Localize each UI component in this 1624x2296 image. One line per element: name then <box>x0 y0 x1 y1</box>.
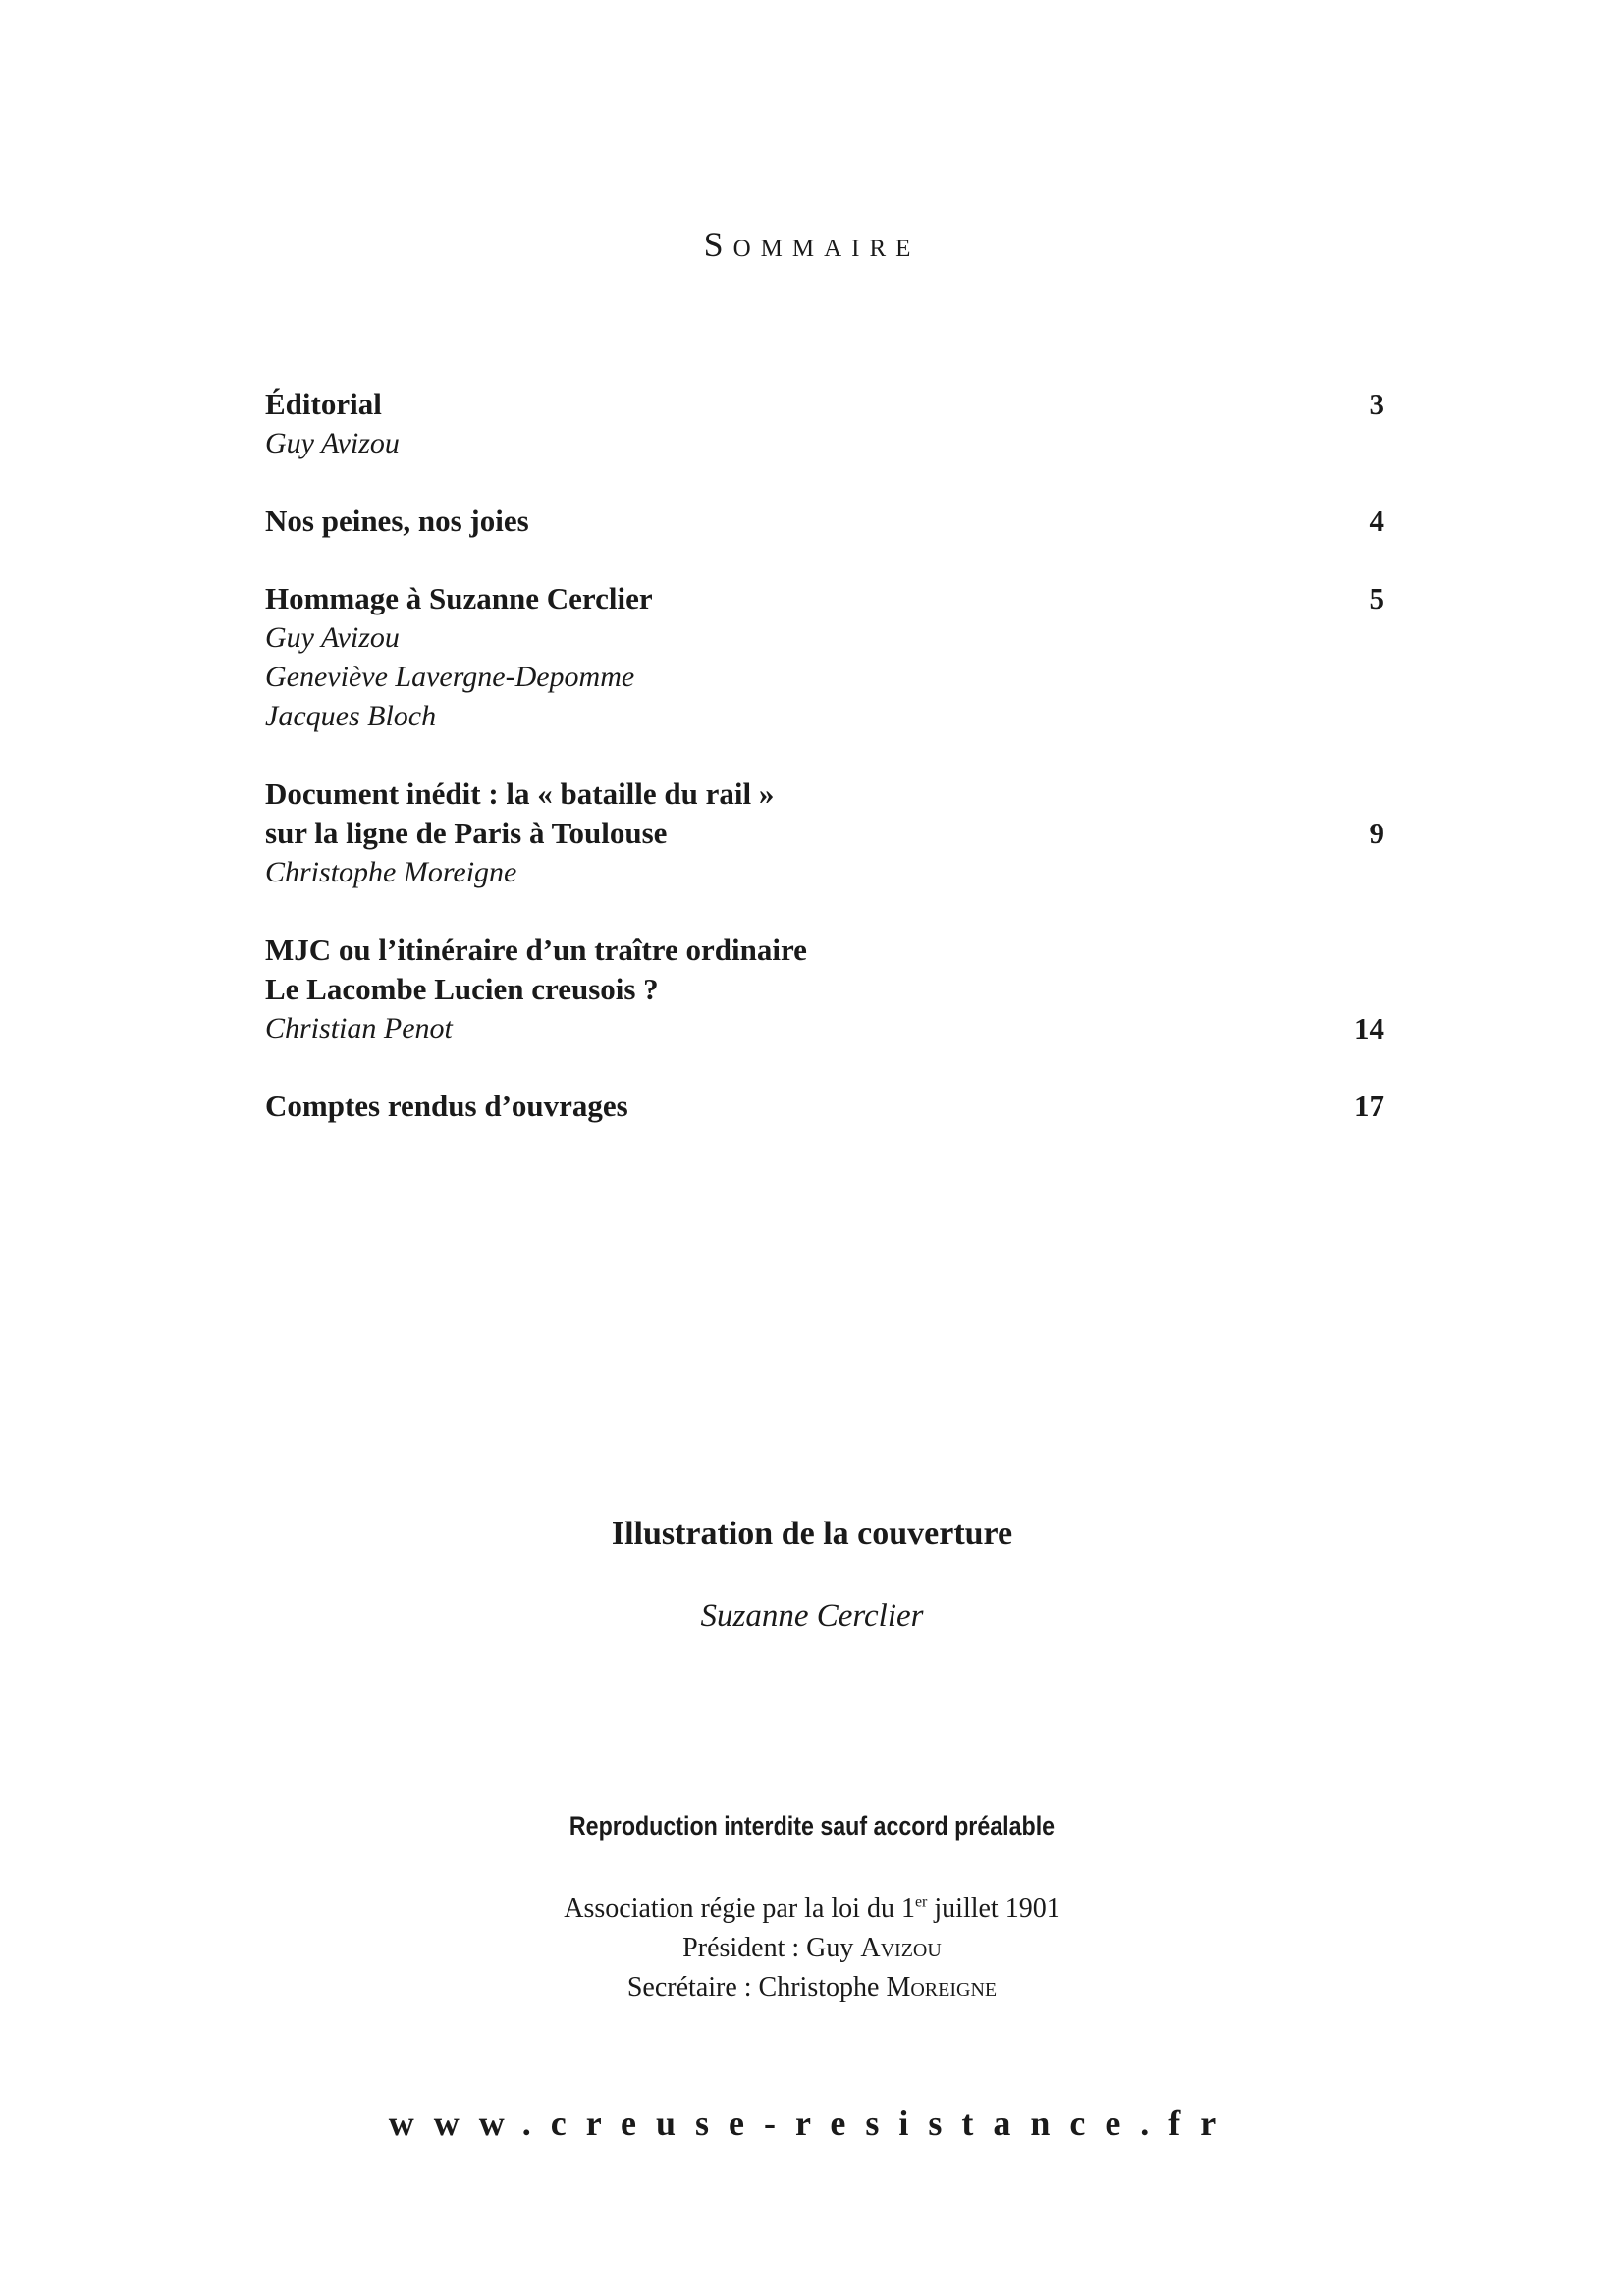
toc-entry-author: Jacques Bloch <box>265 700 437 732</box>
toc-entry[interactable] <box>265 774 1384 892</box>
toc-entry-author: Christian Penot <box>265 1012 453 1044</box>
toc-entry[interactable] <box>265 502 1384 541</box>
toc-entry-author: Guy Avizou <box>265 427 400 459</box>
reproduction-notice: Reproduction interdite sauf accord préalable <box>568 1811 1056 1841</box>
association-law-line: Association régie par la loi du 1er juillet 1901 <box>564 1894 1060 1924</box>
toc-entry-author: Geneviève Lavergne-Depomme <box>265 661 635 693</box>
toc-entry-page-number: 17 <box>1354 1089 1384 1123</box>
association-secretary: Secrétaire : Christophe Moreigne <box>626 1972 998 2002</box>
toc-entry-title: Hommage à Suzanne Cerclier <box>265 581 653 615</box>
association-info <box>0 1890 1624 2007</box>
page-title: Sommaire <box>703 225 921 264</box>
toc-entry[interactable] <box>265 579 1384 736</box>
toc-entry-author: Guy Avizou <box>265 621 400 654</box>
toc-entry-title: MJC ou l’itinéraire d’un traître ordinaire <box>265 933 807 967</box>
toc-entry-page-number: 3 <box>1369 387 1384 421</box>
toc-entry-page-number: 14 <box>1354 1011 1384 1045</box>
toc-entry-page-number: 5 <box>1369 581 1384 615</box>
toc-entry[interactable] <box>265 1087 1384 1126</box>
cover-illustration-author: Suzanne Cerclier <box>700 1598 924 1633</box>
cover-illustration-title: Illustration de la couverture <box>611 1516 1013 1552</box>
toc-entry-page-number: 9 <box>1369 816 1384 850</box>
association-president: Président : Guy Avizou <box>682 1933 942 1963</box>
toc-entry-author: Christophe Moreigne <box>265 856 517 888</box>
toc-entry-title: sur la ligne de Paris à Toulouse <box>265 816 668 850</box>
toc-entry-page-number: 4 <box>1369 504 1384 538</box>
toc-entry[interactable] <box>265 385 1384 463</box>
toc-entry-title: Document inédit : la « bataille du rail » <box>265 776 775 811</box>
table-of-contents <box>265 385 1384 1164</box>
toc-entry-title: Nos peines, nos joies <box>265 504 529 538</box>
toc-entry-title: Éditorial <box>265 387 382 421</box>
toc-entry-title: Comptes rendus d’ouvrages <box>265 1089 628 1123</box>
toc-entry[interactable] <box>265 931 1384 1048</box>
website-url[interactable]: www.creuse-resistance.fr <box>388 2104 1236 2143</box>
toc-entry-title: Le Lacombe Lucien creusois ? <box>265 972 659 1006</box>
